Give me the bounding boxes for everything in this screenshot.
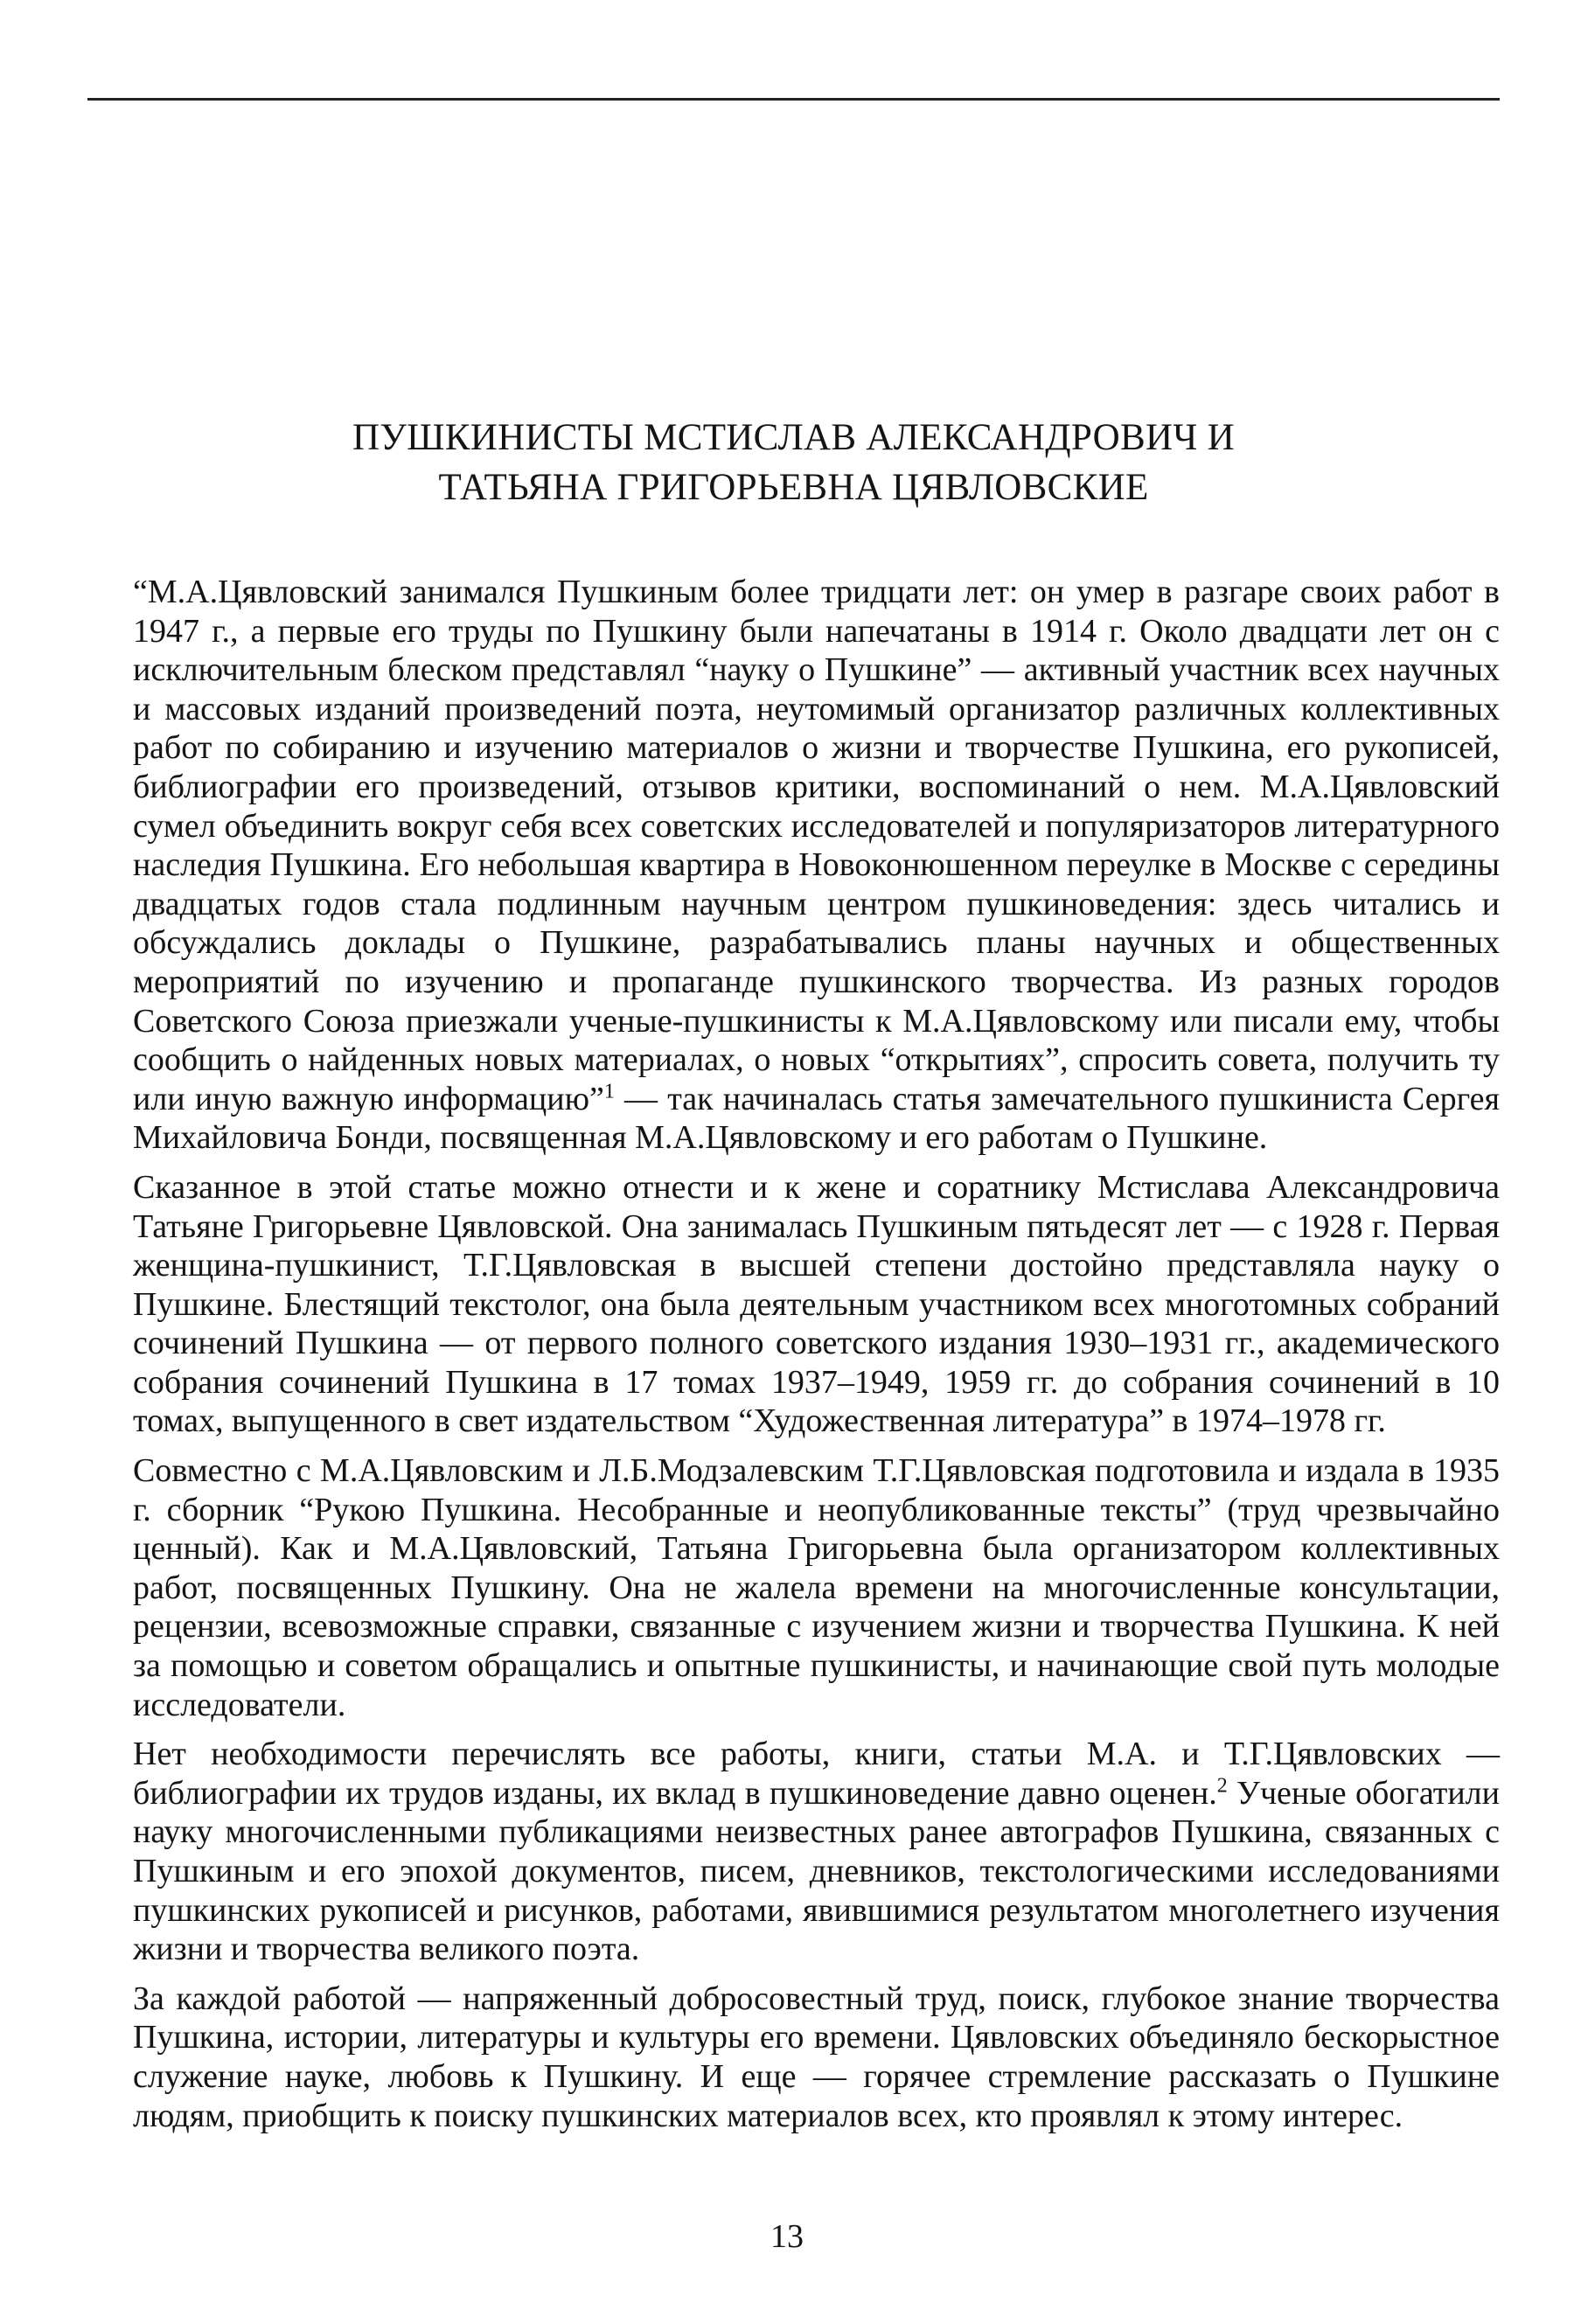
page-title	[87, 413, 1500, 512]
footnote-ref-1: 1	[603, 1080, 615, 1103]
title-line-1: ПУШКИНИСТЫ МСТИСЛАВ АЛЕКСАНДРОВИЧ И	[352, 417, 1235, 458]
paragraph-text: Нет необходимости перечислять все работы, книги, статьи М.А. и Т.Г.Цявловских — библиографии их трудов изданы, их вклад в пушкиноведение давно оценен.	[133, 1736, 1500, 1812]
paragraph-5	[133, 1980, 1500, 2135]
page-number: 13	[770, 2218, 804, 2255]
paragraph-text: Ученые обогатили науку многочисленными публикациями неизвестных ранее автографов Пушкина, связанных с Пушкиным и его эпохой документов, писем, дневников, текстологическими исследованиями пушкинских рукописей и рисунков, работами, явившимися результатом многолетнего изучения жизни и творчества великого поэта.	[133, 1774, 1500, 1968]
footnote-ref-2: 2	[1216, 1774, 1228, 1798]
paragraph-1	[133, 573, 1500, 1158]
paragraph-text: За каждой работой — напряженный добросовестный труд, поиск, глубокое знание творчества Пушкина, истории, литературы и культуры его времени. Цявловских объединяло бескорыстное служение науке, любовь к Пушкину. И еще — горячее стремление рассказать о Пушкине людям, приобщить к поиску пушкинских материалов всех, кто проявлял к этому интерес.	[133, 1980, 1500, 2134]
paragraph-text: Сказанное в этой статье можно отнести и к жене и соратнику Мстислава Александровича Татьяне Григорьевне Цявловской. Она занималась Пушкиным пятьдесят лет — с 1928 г. Первая женщина-пушкинист, Т.Г.Цявловская в высшей степени достойно представляла науку о Пушкине. Блестящий текстолог, она была деятельным участником всех многотомных собраний сочинений Пушкина — от первого полного советского издания 1930–1931 гг., академического собрания сочинений Пушкина в 17 томах 1937–1949, 1959 гг. до собрания сочинений в 10 томах, выпущенного в свет издательством “Художественная литература” в 1974–1978 гг.	[133, 1168, 1500, 1440]
paragraph-text: Совместно с М.А.Цявловским и Л.Б.Модзалевским Т.Г.Цявловская подготовила и издала в 1935 г. сборник “Рукою Пушкина. Несобранные и неопубликованные тексты” (труд чрезвычайно ценный). Как и М.А.Цявловский, Татьяна Григорьевна была организатором коллективных работ, посвященных Пушкину. Она не жалела времени на многочисленные консультации, рецензии, всевозможные справки, связанные с изучением жизни и творчества Пушкина. К ней за помощью и советом обращались и опытные пушкинисты, и начинающие свой путь молодые исследователи.	[133, 1452, 1500, 1723]
title-line-2: ТАТЬЯНА ГРИГОРЬЕВНА ЦЯВЛОВСКИЕ	[438, 467, 1149, 508]
paragraph-text: — так начиналась статья замечательного пушкиниста Сергея Михайловича Бонди, посвященная М.А.Цявловскому и его работам о Пушкине.	[133, 1080, 1500, 1157]
article-body	[133, 573, 1500, 2146]
top-rule	[87, 98, 1500, 101]
paragraph-text: “М.А.Цявловский занимался Пушкиным более тридцати лет: он умер в разгаре своих работ в 1947 г., а первые его труды по Пушкину были напечатаны в 1914 г. Около двадцати лет он с исключительным блеском представлял “науку о Пушкине” — активный участник всех научных и массовых изданий произведений поэта, неутомимый организатор различных коллективных работ по собиранию и изучению материалов о жизни и творчестве Пушкина, его рукописей, библиографии его произведений, отзывов критики, воспоминаний о нем. М.А.Цявловский сумел объединить вокруг себя всех советских исследователей и популяризаторов литературного наследия Пушкина. Его небольшая квартира в Новоконюшенном переулке в Москве с середины двадцатых годов стала подлинным научным центром пушкиноведения: здесь читались и обсуждались доклады о Пушкине, разрабатывались планы научных и общественных мероприятий по изучению и пропаганде пушкинского творчества. Из разных городов Советского Союза приезжали ученые-пушкинисты к М.А.Цявловскому или писали ему, чтобы сообщить о найденных новых материалах, о новых “открытиях”, спросить совета, получить ту или иную важную информацию”	[133, 574, 1500, 1117]
paragraph-4	[133, 1735, 1500, 1969]
paragraph-3	[133, 1451, 1500, 1724]
paragraph-2	[133, 1168, 1500, 1441]
